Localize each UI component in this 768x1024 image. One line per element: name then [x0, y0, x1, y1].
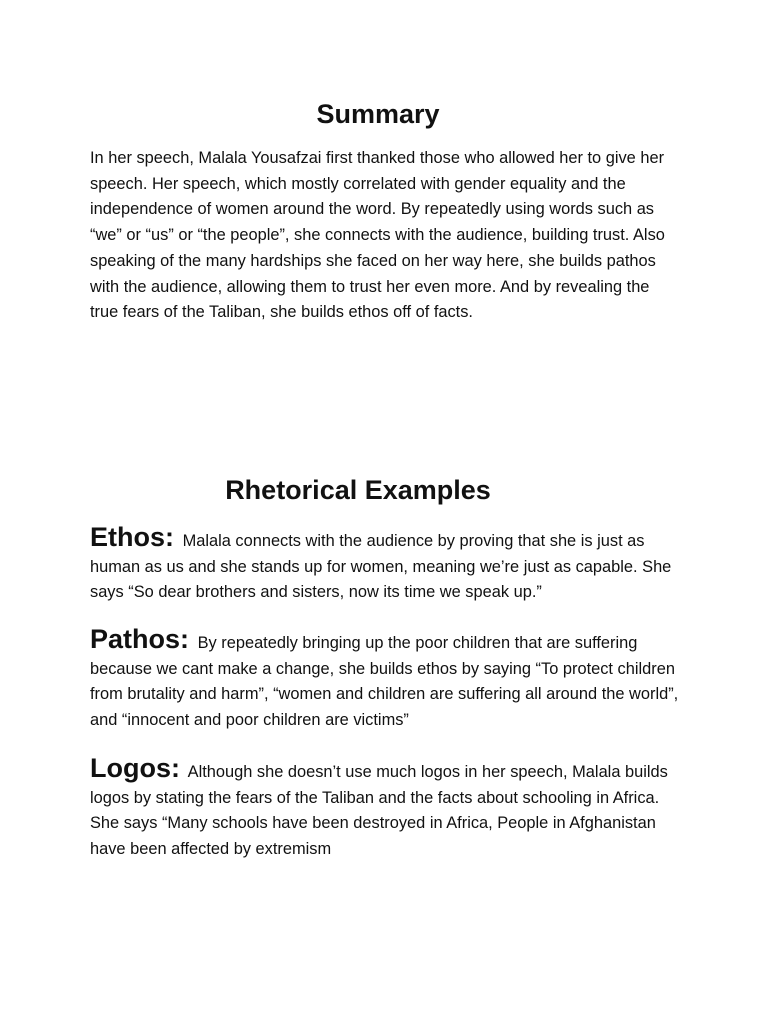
- logos-text: Although she doesn’t use much logos in her speech, Malala builds logos by stating the fears of the Taliban and the facts about schooling in Africa. She says “Many schools have been destroyed in Africa, People in Afghanistan have been affected by extremism: [90, 763, 668, 859]
- summary-heading: Summary: [316, 99, 440, 129]
- ethos-paragraph: [90, 522, 680, 606]
- logos-term: Logos:: [90, 753, 180, 783]
- ethos-text: Malala connects with the audience by proving that she is just as human as us and she stands up for women, meaning we’re just as capable. She says “So dear brothers and sisters, now its time we speak up.”: [90, 532, 672, 602]
- rhetorical-examples-heading: Rhetorical Examples: [225, 475, 491, 505]
- logos-paragraph: [90, 753, 680, 863]
- ethos-term: Ethos:: [90, 522, 174, 552]
- pathos-term: Pathos:: [90, 624, 190, 654]
- summary-paragraph: In her speech, Malala Yousafzai first thanked those who allowed her to give her speech. Her speech, which mostly correlated with gender equality and the independence of women around the word. By repeatedly using words such as “we” or “us” or “the people”, she connects with the audience, building trust. Also speaking of the many hardships she faced on her way here, she builds pathos with the audience, allowing them to trust her even more. And by revealing the true fears of the Taliban, she builds ethos off of facts.: [90, 149, 665, 322]
- pathos-paragraph: [90, 624, 680, 734]
- pathos-text: By repeatedly bringing up the poor children that are suffering because we cant make a change, she builds ethos by saying “To protect children from brutality and harm”, “women and children are suffering all around the world”, and “innocent and poor children are victims”: [90, 634, 679, 730]
